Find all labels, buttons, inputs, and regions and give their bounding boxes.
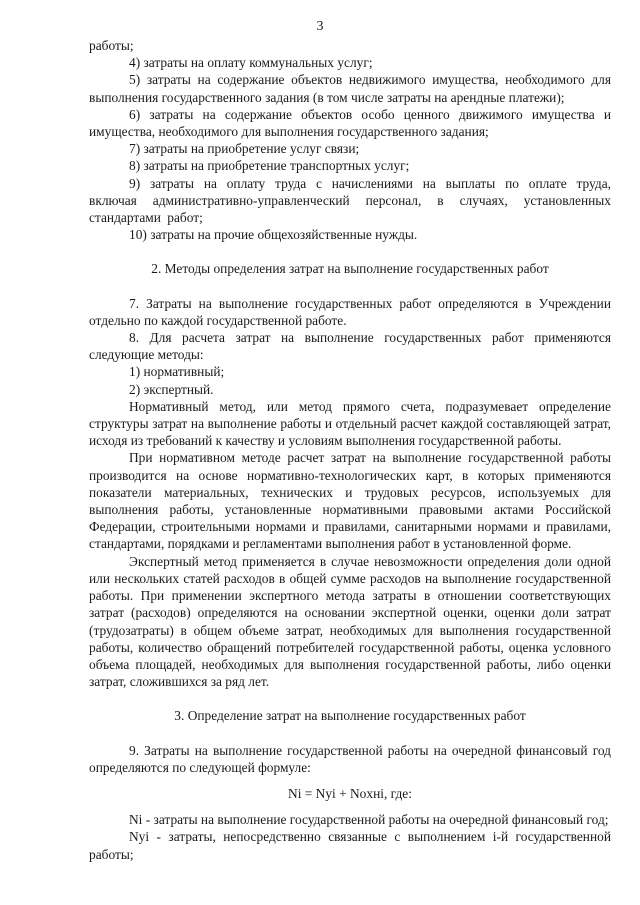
list-item: 5) затраты на содержание объектов недвижимого имущества, необходимого для выполнения государственного задания (в том числе затраты на арендные платежи); — [89, 72, 611, 105]
paragraph: При нормативном методе расчет затрат на выполнение государственной работы производится на основе нормативно-технологических карт, в которых применяются показатели материальных, технических и трудовых ресурсов, используемых для выполнения работы, установленные нормативными правовыми актами Российской Федерации, строительными нормами и правилами, санитарными нормами и правилами, стандартами, порядками и регламентами выполнения работ в установленной форме. — [89, 450, 611, 552]
list-item: 4) затраты на оплату коммунальных услуг; — [129, 55, 373, 71]
list-item: 1) нормативный; — [129, 364, 225, 380]
document-body — [89, 37, 611, 863]
list-item: 6) затраты на содержание объектов особо ценного движимого имущества и имущества, необходимого для выполнения государственного задания; — [89, 106, 611, 140]
list-item: 7) затраты на приобретение услуг связи; — [129, 141, 360, 157]
section-heading: 3. Определение затрат на выполнение государственных работ — [174, 708, 526, 724]
page-number: 3 — [316, 19, 324, 34]
paragraph: работы; — [89, 38, 134, 53]
paragraph: Нормативный метод, или метод прямого счета, подразумевает определение структуры затрат на выполнение работы и отдельный расчет каждой составляющей затрат, исходя из требований к качеству и условиям выполнения государственной работы. — [89, 398, 611, 449]
paragraph: 7. Затраты на выполнение государственных работ определяются в Учреждении отдельно по каждой государственной работе. — [89, 295, 611, 328]
list-item: 10) затраты на прочие общехозяйственные нужды. — [129, 227, 418, 243]
paragraph: 9. Затраты на выполнение государственной работы на очередной финансовый год определяются по следующей формуле: — [89, 742, 611, 775]
list-item: 9) затраты на оплату труда с начислениями на выплаты по оплате труда, включая административно-управленческий персонал, в случаях, установленных стандартами работ; — [89, 175, 611, 226]
list-item: 2) экспертный. — [129, 381, 214, 397]
paragraph: Ni - затраты на выполнение государственной работы на очередной финансовый год; — [129, 812, 609, 828]
section-heading: 2. Методы определения затрат на выполнение государственных работ — [151, 261, 549, 277]
paragraph: Экспертный метод применяется в случае невозможности определения доли одной или нескольких статей расходов в общей сумме расходов на выполнение государственной работы. При применении экспертного метода затраты в отношении соответствующих затрат (расходов) определяются на основании экспертной оценки, оценки доли затрат (трудозатраты) в общем объеме затрат, необходимых для выполнения государственной работы, количество обращений потребителей государственной работы, оценка условного объема площадей, необходимых для выполнения государственной работы, либо оценки затрат, сложившихся за ряд лет. — [89, 553, 611, 690]
paragraph: Nyi - затраты, непосредственно связанные с выполнением i-й государственной работы; — [89, 829, 611, 862]
paragraph: 8. Для расчета затрат на выполнение государственных работ применяются следующие методы: — [89, 330, 611, 363]
list-item: 8) затраты на приобретение транспортных услуг; — [129, 158, 410, 174]
formula: Ni = Nyi + Noxнi, где: — [288, 785, 412, 801]
